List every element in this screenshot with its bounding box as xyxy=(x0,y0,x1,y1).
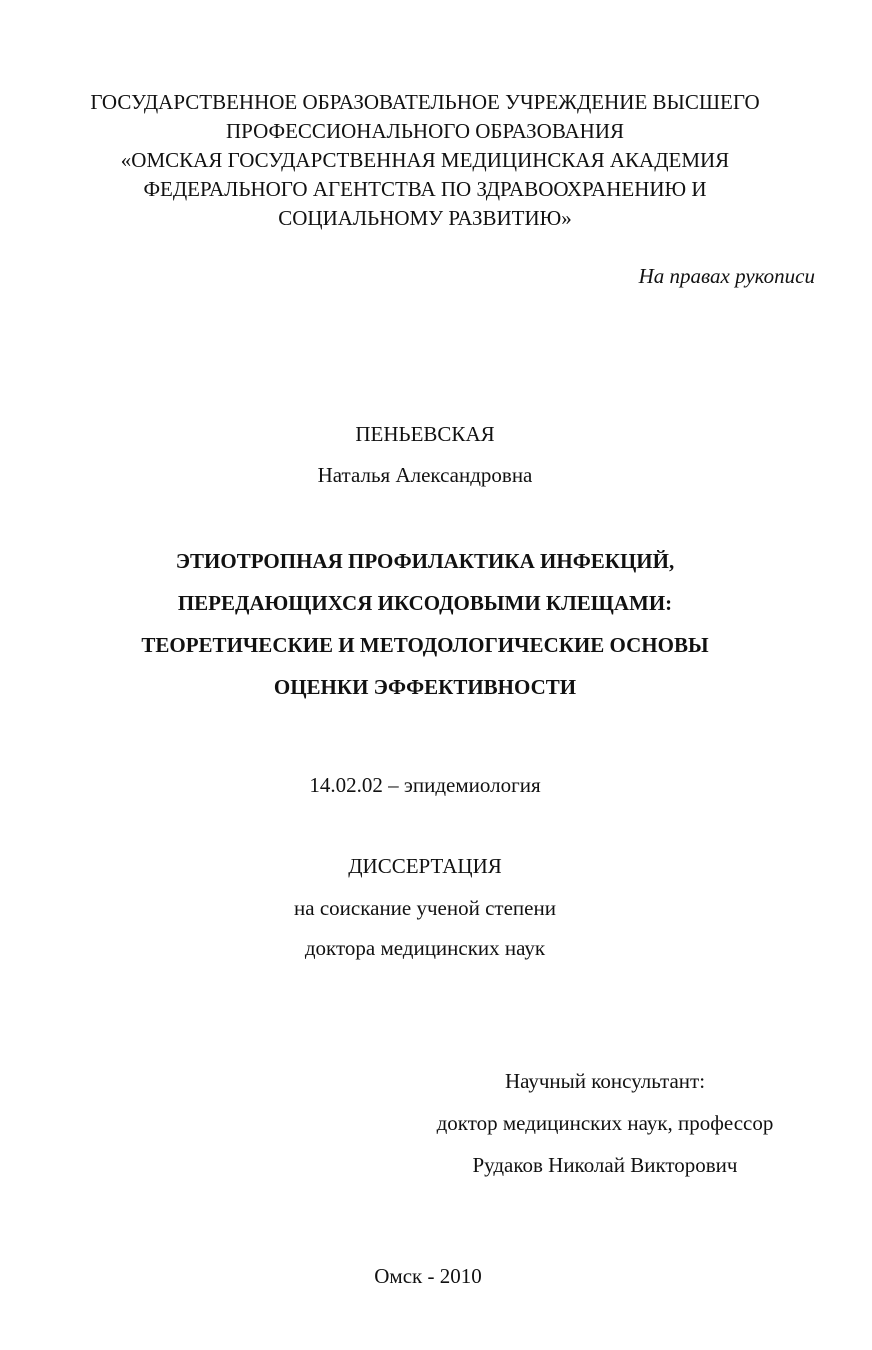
institution-line-2: ПРОФЕССИОНАЛЬНОГО ОБРАЗОВАНИЯ xyxy=(225,119,624,143)
scientific-consultant xyxy=(380,1060,830,1186)
degree-line-1: на соискание ученой степени xyxy=(294,896,556,920)
document-type: ДИССЕРТАЦИЯ xyxy=(348,854,502,878)
consultant-credentials: доктор медицинских наук, профессор xyxy=(436,1111,774,1135)
manuscript-rights-note: На правах рукописи xyxy=(638,264,815,288)
author-given-name: Наталья Александровна xyxy=(317,463,533,487)
city-year: Омск - 2010 xyxy=(374,1264,482,1288)
title-line-4: ОЦЕНКИ ЭФФЕКТИВНОСТИ xyxy=(273,675,577,699)
institution-line-5: СОЦИАЛЬНОМУ РАЗВИТИЮ» xyxy=(278,206,572,230)
consultant-label: Научный консультант: xyxy=(504,1069,706,1093)
specialty-code: 14.02.02 – эпидемиология xyxy=(309,773,541,797)
author-surname: ПЕНЬЕВСКАЯ xyxy=(355,422,495,446)
consultant-name: Рудаков Николай Викторович xyxy=(472,1153,738,1177)
institution-header xyxy=(0,88,850,233)
dissertation-title xyxy=(0,540,850,708)
institution-line-3: «ОМСКАЯ ГОСУДАРСТВЕННАЯ МЕДИЦИНСКАЯ АКАДЕМИЯ xyxy=(120,148,730,172)
institution-line-4: ФЕДЕРАЛЬНОГО АГЕНТСТВА ПО ЗДРАВООХРАНЕНИЮ И xyxy=(143,177,707,201)
title-line-3: ТЕОРЕТИЧЕСКИЕ И МЕТОДОЛОГИЧЕСКИЕ ОСНОВЫ xyxy=(141,633,709,657)
degree-line-2: доктора медицинских наук xyxy=(304,936,546,960)
title-line-2: ПЕРЕДАЮЩИХСЯ ИКСОДОВЫМИ КЛЕЩАМИ: xyxy=(177,591,673,615)
institution-line-1: ГОСУДАРСТВЕННОЕ ОБРАЗОВАТЕЛЬНОЕ УЧРЕЖДЕНИЕ ВЫСШЕГО xyxy=(90,90,760,114)
title-line-1: ЭТИОТРОПНАЯ ПРОФИЛАКТИКА ИНФЕКЦИЙ, xyxy=(175,549,675,573)
